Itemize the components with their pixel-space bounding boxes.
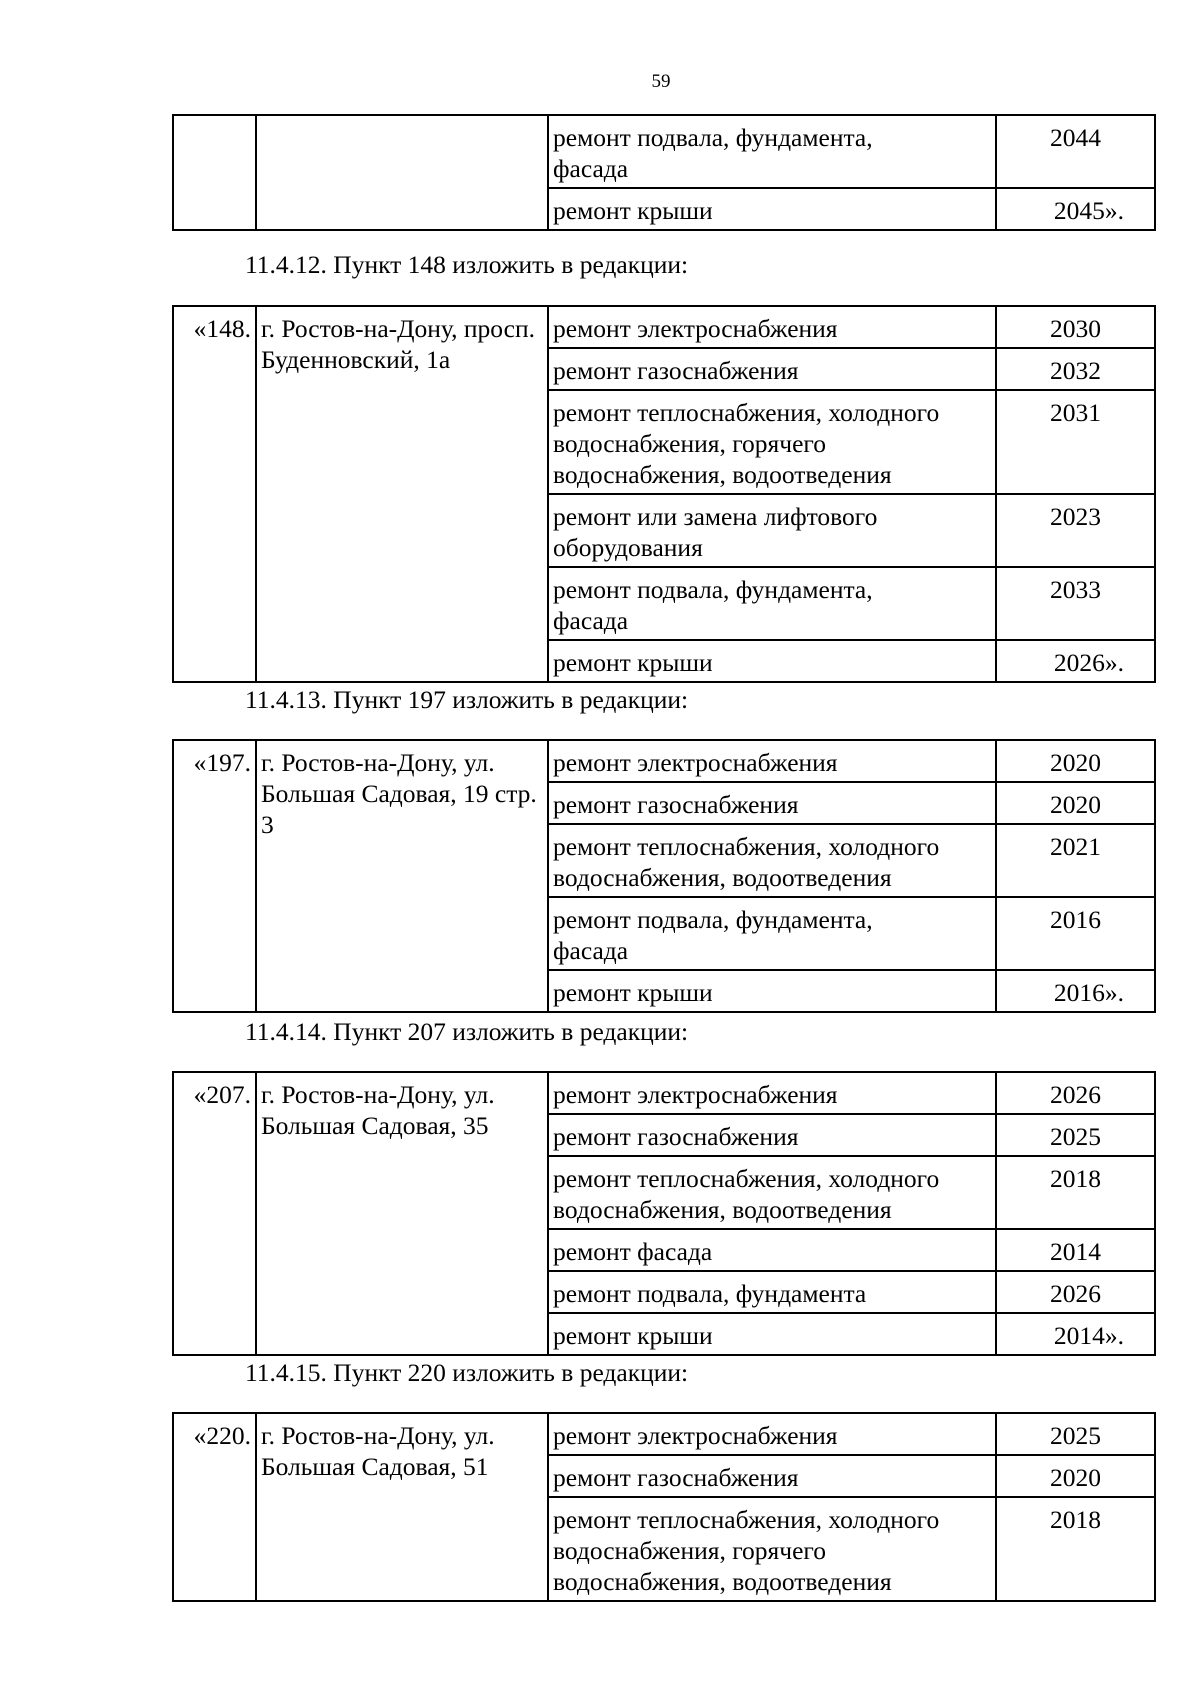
year-cell: 2033 [996,567,1155,640]
address-cell [256,115,548,230]
year-cell: 2031 [996,390,1155,494]
table-item-207 [172,1071,1156,1356]
work-type-cell: ремонт крыши [548,970,996,1012]
table-item-220 [172,1412,1156,1602]
work-type-cell: ремонт электроснабжения [548,1413,996,1455]
work-type-cell: ремонт крыши [548,1313,996,1355]
work-type-cell: ремонт теплоснабжения, холодного водоснабжения, водоотведения [548,824,996,897]
table-row [173,306,1155,348]
work-type-cell: ремонт электроснабжения [548,306,996,348]
work-type-cell: ремонт газоснабжения [548,1114,996,1156]
year-cell: 2014 [996,1229,1155,1271]
item-number: «197. [173,740,256,1012]
table-row [173,740,1155,782]
item-number: «207. [173,1072,256,1355]
heading-11-4-12: 11.4.12. Пункт 148 изложить в редакции: [245,250,689,279]
table-row [173,115,1155,188]
year-cell: 2025 [996,1413,1155,1455]
year-cell: 2026 [996,1072,1155,1114]
item-number: «148. [173,306,256,682]
table-continuation [172,114,1156,231]
work-type-cell: ремонт газоснабжения [548,782,996,824]
work-type-cell: ремонт газоснабжения [548,1455,996,1497]
item-number [173,115,256,230]
year-cell: 2023 [996,494,1155,567]
table-row [173,1413,1155,1455]
year-cell: 2018 [996,1156,1155,1229]
year-cell: 2018 [996,1497,1155,1601]
page-number: 59 [651,71,671,92]
table-item-197 [172,739,1156,1013]
work-type-cell: ремонт крыши [548,640,996,682]
work-type-cell: ремонт крыши [548,188,996,230]
work-type-cell: ремонт электроснабжения [548,740,996,782]
heading-11-4-15: 11.4.15. Пункт 220 изложить в редакции: [245,1358,689,1387]
work-type-cell: ремонт теплоснабжения, холодного водоснабжения, водоотведения [548,1156,996,1229]
address-cell: г. Ростов-на-Дону, просп. Буденновский, 1а [256,306,548,682]
year-cell: 2020 [996,1455,1155,1497]
work-type-cell: ремонт электроснабжения [548,1072,996,1114]
table-item-148 [172,305,1156,683]
work-type-cell: ремонт или замена лифтового оборудования [548,494,996,567]
item-number: «220. [173,1413,256,1601]
year-cell: 2026». [996,640,1155,682]
address-cell: г. Ростов-на-Дону, ул. Большая Садовая, 35 [256,1072,548,1355]
work-type-cell: ремонт теплоснабжения, холодного водоснабжения, горячего водоснабжения, водоотведения [548,390,996,494]
year-cell: 2020 [996,782,1155,824]
work-type-cell: ремонт подвала, фундамента, фасада [548,567,996,640]
heading-11-4-14: 11.4.14. Пункт 207 изложить в редакции: [245,1017,689,1046]
year-cell: 2016». [996,970,1155,1012]
year-cell: 2044 [996,115,1155,188]
year-cell: 2021 [996,824,1155,897]
work-type-cell: ремонт теплоснабжения, холодного водоснабжения, горячего водоснабжения, водоотведения [548,1497,996,1601]
year-cell: 2030 [996,306,1155,348]
work-type-cell: ремонт подвала, фундамента [548,1271,996,1313]
address-cell: г. Ростов-на-Дону, ул. Большая Садовая, 51 [256,1413,548,1601]
work-type-cell: ремонт фасада [548,1229,996,1271]
year-cell: 2025 [996,1114,1155,1156]
year-cell: 2014». [996,1313,1155,1355]
address-cell: г. Ростов-на-Дону, ул. Большая Садовая, 19 стр. 3 [256,740,548,1012]
table-row [173,1072,1155,1114]
year-cell: 2045». [996,188,1155,230]
work-type-cell: ремонт подвала, фундамента, фасада [548,897,996,970]
year-cell: 2032 [996,348,1155,390]
work-type-cell: ремонт газоснабжения [548,348,996,390]
year-cell: 2026 [996,1271,1155,1313]
heading-11-4-13: 11.4.13. Пункт 197 изложить в редакции: [245,685,689,714]
year-cell: 2016 [996,897,1155,970]
work-type-cell: ремонт подвала, фундамента, фасада [548,115,996,188]
year-cell: 2020 [996,740,1155,782]
